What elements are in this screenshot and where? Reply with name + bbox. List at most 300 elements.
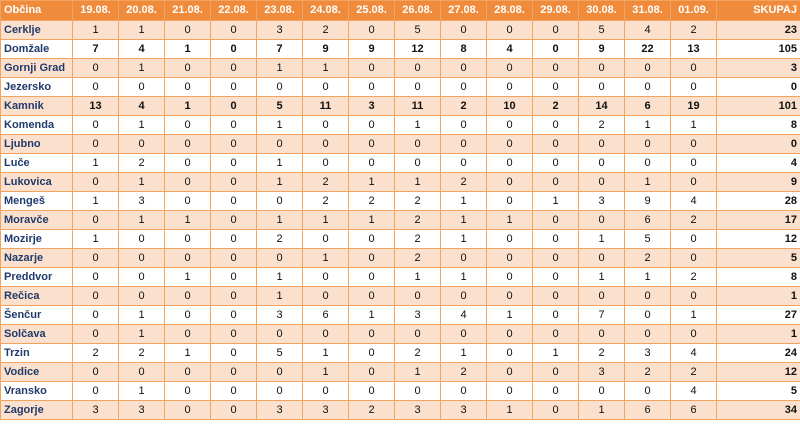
daily-count-cell: 0: [671, 78, 717, 97]
daily-count-cell: 1: [579, 230, 625, 249]
daily-count-cell: 0: [211, 344, 257, 363]
daily-count-cell: 8: [441, 40, 487, 59]
daily-count-cell: 4: [441, 306, 487, 325]
total-cell: 12: [717, 230, 800, 249]
daily-count-cell: 0: [441, 382, 487, 401]
daily-count-cell: 0: [119, 135, 165, 154]
daily-count-cell: 0: [441, 21, 487, 40]
daily-count-cell: 0: [671, 173, 717, 192]
daily-count-cell: 0: [211, 135, 257, 154]
daily-count-cell: 5: [257, 344, 303, 363]
daily-count-cell: 0: [73, 287, 119, 306]
daily-count-cell: 2: [349, 192, 395, 211]
daily-count-cell: 0: [349, 230, 395, 249]
column-header-date: 25.08.: [349, 1, 395, 21]
daily-count-cell: 1: [119, 325, 165, 344]
daily-count-cell: 0: [533, 116, 579, 135]
daily-count-cell: 1: [119, 211, 165, 230]
daily-count-cell: 0: [73, 249, 119, 268]
table-row: [1, 211, 800, 230]
daily-count-cell: 7: [579, 306, 625, 325]
daily-count-cell: 2: [395, 249, 441, 268]
daily-count-cell: 0: [441, 59, 487, 78]
daily-count-cell: 7: [73, 40, 119, 59]
daily-count-cell: 2: [303, 173, 349, 192]
municipality-name: Rečica: [1, 287, 73, 306]
daily-count-cell: 0: [349, 249, 395, 268]
daily-count-cell: 3: [257, 21, 303, 40]
daily-count-cell: 0: [165, 401, 211, 420]
daily-count-cell: 0: [671, 154, 717, 173]
daily-count-cell: 1: [165, 40, 211, 59]
daily-count-cell: 0: [73, 173, 119, 192]
daily-count-cell: 0: [487, 363, 533, 382]
daily-count-cell: 1: [395, 173, 441, 192]
daily-count-cell: 0: [303, 325, 349, 344]
daily-count-cell: 1: [257, 173, 303, 192]
daily-count-cell: 13: [73, 97, 119, 116]
daily-count-cell: 1: [441, 344, 487, 363]
daily-count-cell: 0: [349, 154, 395, 173]
daily-count-cell: 2: [625, 249, 671, 268]
daily-count-cell: 0: [349, 59, 395, 78]
daily-count-cell: 1: [257, 59, 303, 78]
daily-count-cell: 0: [487, 192, 533, 211]
municipality-name: Preddvor: [1, 268, 73, 287]
municipality-name: Vodice: [1, 363, 73, 382]
daily-count-cell: 0: [165, 154, 211, 173]
daily-count-cell: 0: [579, 249, 625, 268]
total-cell: 1: [717, 325, 800, 344]
municipality-name: Lukovica: [1, 173, 73, 192]
table-row: [1, 325, 800, 344]
daily-count-cell: 0: [533, 401, 579, 420]
daily-count-cell: 9: [625, 192, 671, 211]
daily-count-cell: 9: [579, 40, 625, 59]
column-header-date: 29.08.: [533, 1, 579, 21]
column-header-date: 19.08.: [73, 1, 119, 21]
daily-count-cell: 1: [441, 192, 487, 211]
daily-count-cell: 3: [257, 306, 303, 325]
daily-count-cell: 0: [671, 249, 717, 268]
daily-count-cell: 0: [579, 211, 625, 230]
daily-count-cell: 3: [303, 401, 349, 420]
table-row: [1, 268, 800, 287]
daily-count-cell: 0: [165, 173, 211, 192]
table-row: [1, 306, 800, 325]
daily-count-cell: 0: [119, 230, 165, 249]
daily-count-cell: 0: [579, 78, 625, 97]
daily-count-cell: 0: [671, 135, 717, 154]
table-body: [1, 21, 800, 420]
daily-count-cell: 0: [73, 306, 119, 325]
daily-count-cell: 0: [349, 363, 395, 382]
table-row: [1, 78, 800, 97]
municipality-name: Komenda: [1, 116, 73, 135]
municipality-name: Zagorje: [1, 401, 73, 420]
daily-count-cell: 4: [671, 192, 717, 211]
daily-count-cell: 0: [671, 325, 717, 344]
daily-count-cell: 0: [487, 249, 533, 268]
daily-count-cell: 3: [395, 306, 441, 325]
daily-count-cell: 0: [441, 78, 487, 97]
daily-count-cell: 1: [119, 21, 165, 40]
daily-count-cell: 0: [533, 211, 579, 230]
column-header-date: 27.08.: [441, 1, 487, 21]
daily-count-cell: 0: [533, 363, 579, 382]
daily-count-cell: 0: [579, 135, 625, 154]
daily-count-cell: 6: [625, 211, 671, 230]
municipality-name: Trzin: [1, 344, 73, 363]
daily-count-cell: 1: [165, 268, 211, 287]
daily-count-cell: 4: [671, 382, 717, 401]
daily-count-cell: 0: [487, 230, 533, 249]
daily-count-cell: 0: [487, 382, 533, 401]
daily-count-cell: 0: [211, 21, 257, 40]
total-cell: 101: [717, 97, 800, 116]
table-row: [1, 192, 800, 211]
column-header-date: 24.08.: [303, 1, 349, 21]
daily-count-cell: 1: [257, 268, 303, 287]
column-header-total: SKUPAJ: [717, 1, 800, 21]
daily-count-cell: 0: [165, 363, 211, 382]
daily-count-cell: 0: [441, 135, 487, 154]
daily-count-cell: 0: [211, 401, 257, 420]
column-header-date: 23.08.: [257, 1, 303, 21]
daily-count-cell: 2: [671, 21, 717, 40]
daily-count-cell: 0: [303, 268, 349, 287]
daily-count-cell: 0: [579, 173, 625, 192]
daily-count-cell: 4: [119, 40, 165, 59]
daily-count-cell: 0: [303, 116, 349, 135]
table-row: [1, 230, 800, 249]
daily-count-cell: 0: [73, 116, 119, 135]
daily-count-cell: 0: [211, 40, 257, 59]
daily-count-cell: 0: [579, 287, 625, 306]
table-row: [1, 287, 800, 306]
daily-count-cell: 1: [73, 21, 119, 40]
daily-count-cell: 0: [533, 268, 579, 287]
daily-count-cell: 14: [579, 97, 625, 116]
daily-count-cell: 1: [625, 173, 671, 192]
municipality-name: Kamnik: [1, 97, 73, 116]
daily-count-cell: 0: [303, 78, 349, 97]
total-cell: 0: [717, 78, 800, 97]
daily-count-cell: 0: [165, 21, 211, 40]
total-cell: 9: [717, 173, 800, 192]
daily-count-cell: 0: [533, 382, 579, 401]
daily-count-cell: 3: [441, 401, 487, 420]
daily-count-cell: 0: [211, 173, 257, 192]
daily-count-cell: 9: [349, 40, 395, 59]
daily-count-cell: 2: [671, 363, 717, 382]
daily-count-cell: 2: [441, 97, 487, 116]
table-row: [1, 249, 800, 268]
daily-count-cell: 1: [257, 116, 303, 135]
daily-count-cell: 2: [303, 192, 349, 211]
daily-count-cell: 0: [165, 382, 211, 401]
total-cell: 8: [717, 116, 800, 135]
total-cell: 34: [717, 401, 800, 420]
daily-count-cell: 0: [625, 59, 671, 78]
daily-count-cell: 0: [671, 59, 717, 78]
daily-count-cell: 0: [165, 325, 211, 344]
daily-count-cell: 1: [579, 401, 625, 420]
table-row: [1, 40, 800, 59]
daily-count-cell: 0: [165, 135, 211, 154]
daily-count-cell: 1: [73, 192, 119, 211]
daily-count-cell: 7: [257, 40, 303, 59]
table-row: [1, 154, 800, 173]
daily-count-cell: 0: [395, 325, 441, 344]
column-header-date: 26.08.: [395, 1, 441, 21]
column-header-date: 20.08.: [119, 1, 165, 21]
daily-count-cell: 22: [625, 40, 671, 59]
daily-count-cell: 2: [119, 344, 165, 363]
total-cell: 5: [717, 249, 800, 268]
daily-count-cell: 0: [579, 59, 625, 78]
table-row: [1, 344, 800, 363]
daily-count-cell: 0: [211, 78, 257, 97]
daily-count-cell: 0: [165, 249, 211, 268]
daily-count-cell: 0: [257, 135, 303, 154]
daily-count-cell: 0: [73, 59, 119, 78]
daily-count-cell: 0: [349, 344, 395, 363]
daily-count-cell: 1: [487, 401, 533, 420]
daily-count-cell: 1: [441, 268, 487, 287]
total-cell: 17: [717, 211, 800, 230]
daily-count-cell: 0: [441, 325, 487, 344]
daily-count-cell: 0: [211, 59, 257, 78]
total-cell: 3: [717, 59, 800, 78]
daily-count-cell: 2: [671, 211, 717, 230]
daily-count-cell: 0: [257, 249, 303, 268]
daily-count-cell: 0: [395, 135, 441, 154]
municipality-name: Gornji Grad: [1, 59, 73, 78]
daily-count-cell: 0: [257, 325, 303, 344]
daily-count-cell: 0: [487, 59, 533, 78]
column-header-date: 28.08.: [487, 1, 533, 21]
daily-count-cell: 0: [487, 173, 533, 192]
daily-count-cell: 0: [487, 78, 533, 97]
daily-count-cell: 0: [349, 116, 395, 135]
daily-count-cell: 1: [349, 211, 395, 230]
daily-count-cell: 0: [73, 325, 119, 344]
daily-count-cell: 1: [441, 230, 487, 249]
total-cell: 5: [717, 382, 800, 401]
total-cell: 27: [717, 306, 800, 325]
daily-count-cell: 0: [487, 135, 533, 154]
daily-count-cell: 0: [533, 78, 579, 97]
table-row: [1, 135, 800, 154]
daily-count-cell: 1: [165, 211, 211, 230]
daily-count-cell: 0: [395, 78, 441, 97]
daily-count-cell: 1: [257, 287, 303, 306]
daily-count-cell: 6: [671, 401, 717, 420]
daily-count-cell: 1: [257, 154, 303, 173]
daily-count-cell: 2: [395, 192, 441, 211]
daily-count-cell: 5: [579, 21, 625, 40]
daily-count-cell: 0: [303, 230, 349, 249]
daily-count-cell: 1: [303, 59, 349, 78]
daily-count-cell: 0: [395, 382, 441, 401]
daily-count-cell: 0: [165, 287, 211, 306]
daily-count-cell: 1: [395, 268, 441, 287]
daily-count-cell: 9: [303, 40, 349, 59]
table-row: [1, 363, 800, 382]
daily-count-cell: 0: [165, 306, 211, 325]
daily-count-cell: 0: [349, 287, 395, 306]
daily-count-cell: 2: [579, 116, 625, 135]
daily-count-cell: 4: [671, 344, 717, 363]
daily-count-cell: 0: [73, 382, 119, 401]
daily-count-cell: 0: [211, 382, 257, 401]
daily-count-cell: 0: [119, 78, 165, 97]
daily-count-cell: 3: [579, 192, 625, 211]
daily-count-cell: 0: [579, 382, 625, 401]
daily-count-cell: 12: [395, 40, 441, 59]
municipality-name: Domžale: [1, 40, 73, 59]
daily-count-cell: 0: [533, 325, 579, 344]
daily-count-cell: 0: [487, 287, 533, 306]
daily-count-cell: 0: [533, 287, 579, 306]
daily-count-cell: 1: [349, 306, 395, 325]
daily-count-cell: 6: [303, 306, 349, 325]
daily-count-cell: 0: [625, 325, 671, 344]
daily-count-cell: 2: [395, 344, 441, 363]
daily-count-cell: 0: [533, 135, 579, 154]
header-row: [1, 1, 800, 21]
daily-count-cell: 0: [211, 211, 257, 230]
daily-count-cell: 1: [579, 268, 625, 287]
daily-count-cell: 0: [73, 363, 119, 382]
daily-count-cell: 13: [671, 40, 717, 59]
daily-count-cell: 0: [533, 249, 579, 268]
daily-count-cell: 0: [303, 382, 349, 401]
daily-count-cell: 1: [349, 173, 395, 192]
daily-count-cell: 1: [119, 116, 165, 135]
total-cell: 4: [717, 154, 800, 173]
daily-count-cell: 0: [211, 230, 257, 249]
daily-count-cell: 19: [671, 97, 717, 116]
daily-count-cell: 2: [257, 230, 303, 249]
daily-count-cell: 0: [671, 287, 717, 306]
daily-count-cell: 0: [395, 59, 441, 78]
daily-count-cell: 0: [349, 325, 395, 344]
daily-count-cell: 0: [349, 135, 395, 154]
daily-count-cell: 0: [625, 135, 671, 154]
total-cell: 24: [717, 344, 800, 363]
daily-count-cell: 0: [165, 230, 211, 249]
daily-count-cell: 0: [303, 135, 349, 154]
daily-count-cell: 2: [441, 173, 487, 192]
daily-count-cell: 2: [671, 268, 717, 287]
total-cell: 105: [717, 40, 800, 59]
daily-count-cell: 0: [441, 154, 487, 173]
municipality-name: Moravče: [1, 211, 73, 230]
municipality-name: Nazarje: [1, 249, 73, 268]
municipality-name: Mengeš: [1, 192, 73, 211]
table-row: [1, 59, 800, 78]
daily-count-cell: 0: [441, 287, 487, 306]
column-header-date: 01.09.: [671, 1, 717, 21]
daily-count-cell: 0: [533, 230, 579, 249]
daily-count-cell: 1: [303, 211, 349, 230]
daily-count-cell: 2: [533, 97, 579, 116]
total-cell: 28: [717, 192, 800, 211]
daily-count-cell: 4: [487, 40, 533, 59]
daily-count-cell: 0: [625, 78, 671, 97]
daily-count-cell: 0: [73, 211, 119, 230]
daily-count-cell: 5: [395, 21, 441, 40]
table-row: [1, 21, 800, 40]
daily-count-cell: 0: [533, 173, 579, 192]
total-cell: 12: [717, 363, 800, 382]
daily-count-cell: 0: [487, 154, 533, 173]
daily-count-cell: 11: [303, 97, 349, 116]
daily-count-cell: 0: [211, 154, 257, 173]
daily-count-cell: 0: [671, 230, 717, 249]
daily-count-cell: 0: [211, 306, 257, 325]
daily-count-cell: 0: [441, 249, 487, 268]
daily-count-cell: 1: [671, 116, 717, 135]
municipality-name: Jezersko: [1, 78, 73, 97]
daily-count-cell: 1: [165, 97, 211, 116]
daily-count-cell: 0: [487, 21, 533, 40]
daily-count-cell: 0: [211, 97, 257, 116]
daily-count-cell: 0: [625, 154, 671, 173]
total-cell: 0: [717, 135, 800, 154]
daily-count-cell: 2: [303, 21, 349, 40]
daily-count-cell: 4: [119, 97, 165, 116]
daily-count-cell: 0: [303, 287, 349, 306]
table-row: [1, 116, 800, 135]
daily-count-cell: 2: [395, 230, 441, 249]
daily-count-cell: 0: [395, 154, 441, 173]
daily-count-cell: 1: [487, 306, 533, 325]
column-header-date: 31.08.: [625, 1, 671, 21]
daily-count-cell: 2: [73, 344, 119, 363]
daily-count-cell: 1: [303, 344, 349, 363]
daily-count-cell: 1: [533, 192, 579, 211]
daily-count-cell: 1: [119, 173, 165, 192]
daily-count-cell: 0: [257, 78, 303, 97]
daily-count-cell: 0: [257, 382, 303, 401]
daily-count-cell: 1: [395, 363, 441, 382]
total-cell: 1: [717, 287, 800, 306]
municipality-name: Šenčur: [1, 306, 73, 325]
daily-count-cell: 1: [441, 211, 487, 230]
daily-count-cell: 0: [257, 192, 303, 211]
daily-count-cell: 3: [73, 401, 119, 420]
municipality-name: Solčava: [1, 325, 73, 344]
daily-count-cell: 0: [487, 325, 533, 344]
daily-count-cell: 0: [625, 287, 671, 306]
daily-count-cell: 0: [165, 78, 211, 97]
daily-count-cell: 1: [119, 59, 165, 78]
daily-count-cell: 0: [257, 363, 303, 382]
daily-count-cell: 0: [211, 116, 257, 135]
daily-count-cell: 0: [579, 325, 625, 344]
daily-count-cell: 0: [533, 59, 579, 78]
daily-count-cell: 2: [441, 363, 487, 382]
daily-count-cell: 0: [119, 268, 165, 287]
daily-count-cell: 1: [625, 116, 671, 135]
daily-count-cell: 1: [165, 344, 211, 363]
column-header-municipality: Občina: [1, 1, 73, 21]
daily-count-cell: 0: [211, 192, 257, 211]
daily-count-cell: 1: [73, 230, 119, 249]
